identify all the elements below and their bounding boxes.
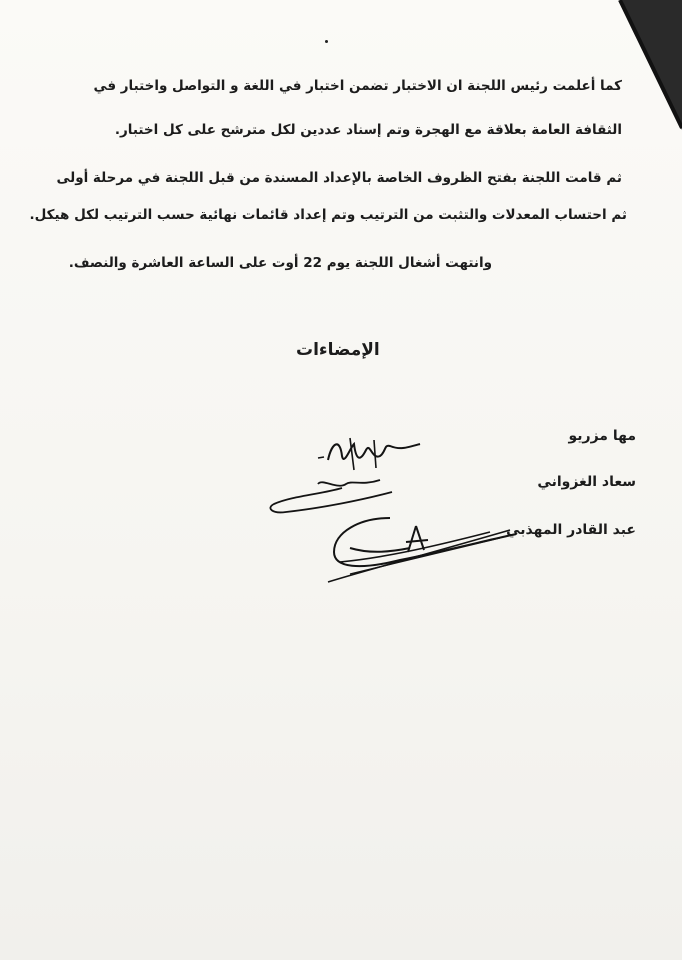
page-fold-corner [582, 0, 682, 130]
signatory-name-2: سعاد الغزواني [537, 474, 636, 490]
paragraph-3-line-1: وانتهت أشغال اللجنة يوم 22 أوت على الساعة العاشرة والنصف. [68, 255, 492, 271]
speck-mark [325, 40, 328, 43]
signatory-name-1: مها مزريو [568, 428, 636, 444]
signatory-name-3: عبد القادر المهذبي [506, 522, 636, 538]
paragraph-2-line-2: ثم احتساب المعدلات والتثبت من الترتيب وتم إعداد قائمات نهائية حسب الترتيب لكل هيكل. [29, 207, 627, 223]
paragraph-1-line-1: كما أعلمت رئيس اللجنة ان الاختبار تضمن اختبار في اللغة و التواصل واختبار في [93, 78, 622, 94]
paragraph-2-line-1: ثم قامت اللجنة بفتح الظروف الخاصة بالإعداد المسندة من قبل اللجنة في مرحلة أولى [56, 170, 622, 186]
paragraph-1-line-2: الثقافة العامة بعلاقة مع الهجرة وتم إسناد عددين لكل مترشح على كل اختبار. [114, 122, 622, 138]
signatures-heading: الإمضاءات [296, 340, 380, 360]
signature-3 [320, 512, 520, 590]
